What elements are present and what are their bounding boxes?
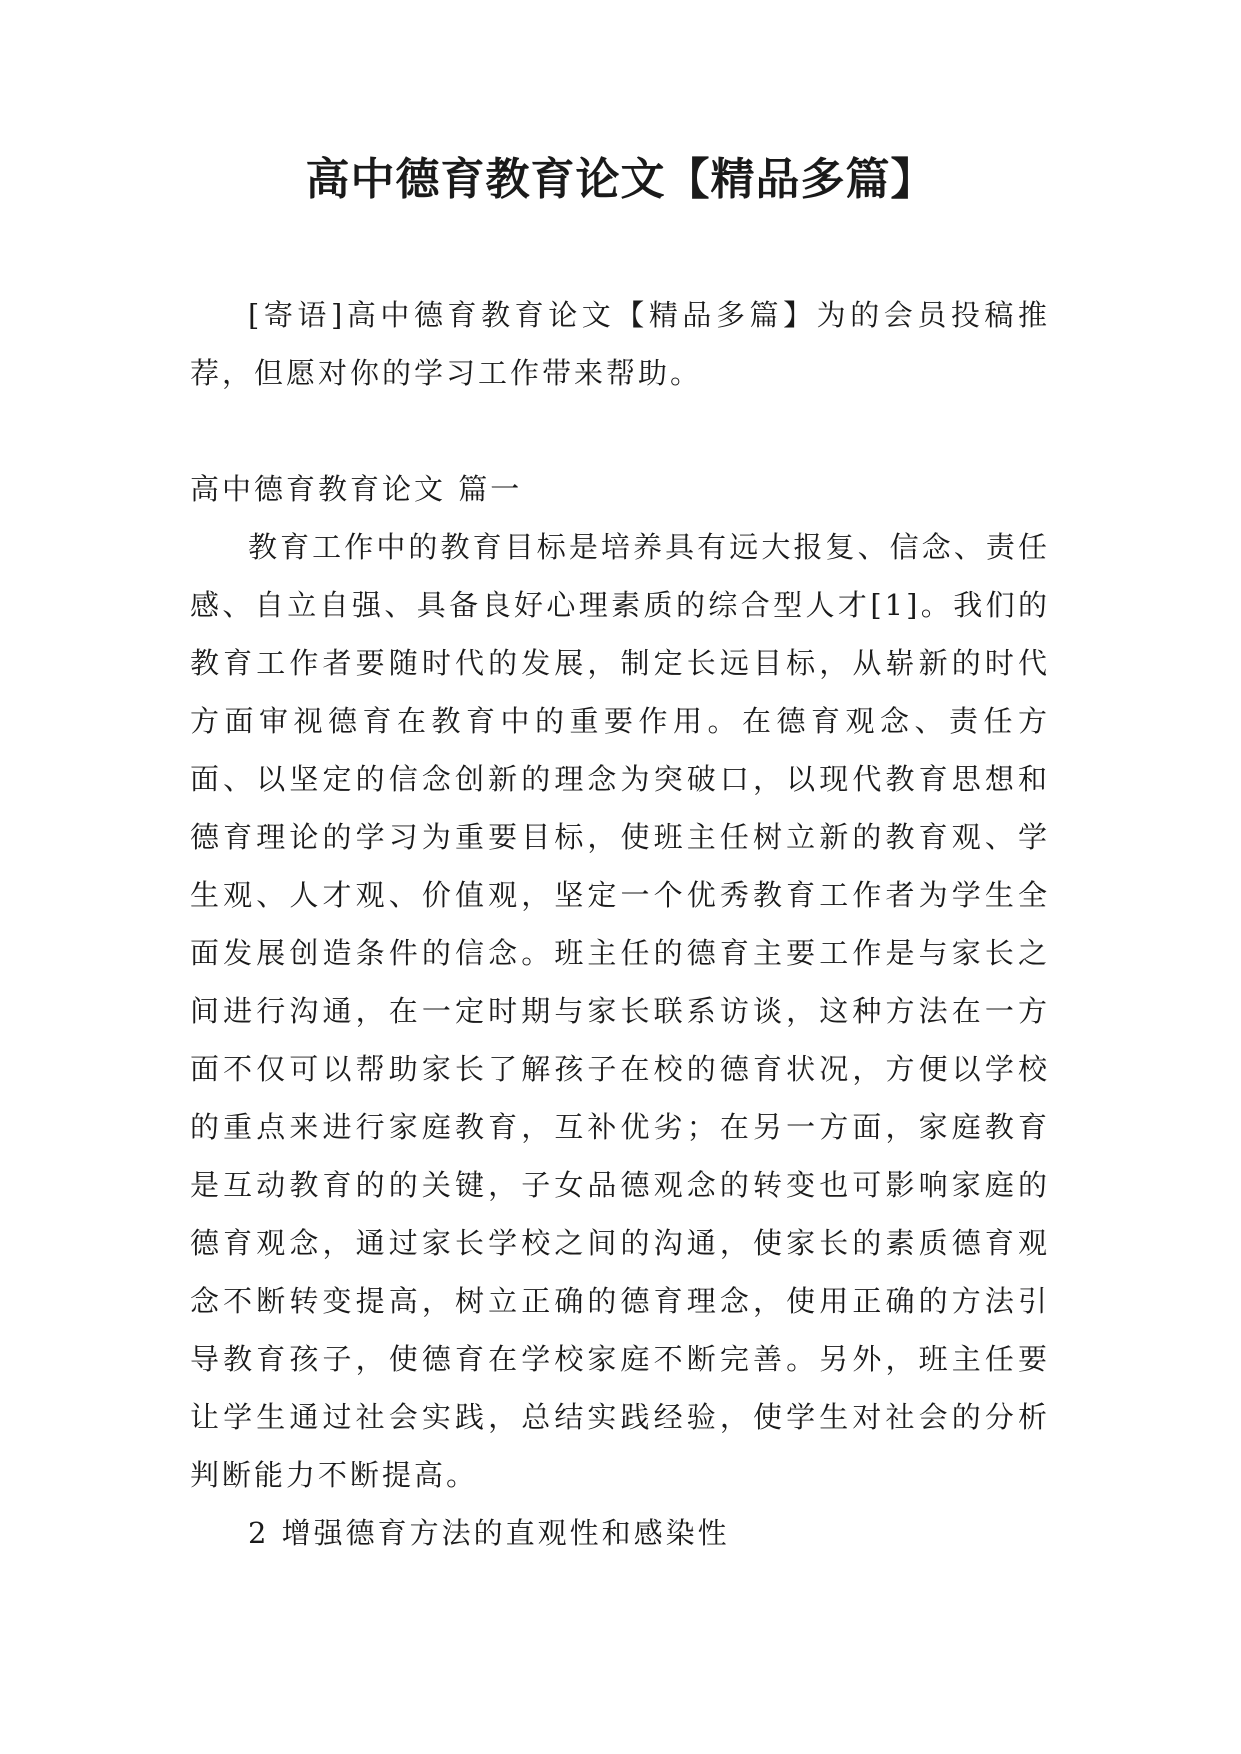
section-heading: 高中德育教育论文 篇一 [190, 472, 523, 506]
document-title: 高中德育教育论文【精品多篇】 [305, 154, 936, 205]
subsection-heading: 2 增强德育方法的直观性和感染性 [248, 1516, 730, 1550]
document-body [190, 286, 1050, 1562]
intro-paragraph: [寄语]高中德育教育论文【精品多篇】为的会员投稿推荐，但愿对你的学习工作带来帮助。 [190, 298, 1050, 390]
body-paragraph: 教育工作中的教育目标是培养具有远大报复、信念、责任感、自立自强、具备良好心理素质的综合型人才[1]。我们的教育工作者要随时代的发展，制定长远目标，从崭新的时代方面审视德育在教育中的重要作用。在德育观念、责任方面、以坚定的信念创新的理念为突破口，以现代教育思想和德育理论的学习为重要目标，使班主任树立新的教育观、学生观、人才观、价值观，坚定一个优秀教育工作者为学生全面发展创造条件的信念。班主任的德育主要工作是与家长之间进行沟通，在一定时期与家长联系访谈，这种方法在一方面不仅可以帮助家长了解孩子在校的德育状况，方便以学校的重点来进行家庭教育，互补优劣；在另一方面，家庭教育是互动教育的的关键，子女品德观念的转变也可影响家庭的德育观念，通过家长学校之间的沟通，使家长的素质德育观念不断转变提高，树立正确的德育理念，使用正确的方法引导教育孩子，使德育在学校家庭不断完善。另外，班主任要让学生通过社会实践，总结实践经验，使学生对社会的分析判断能力不断提高。 [190, 530, 1050, 1492]
